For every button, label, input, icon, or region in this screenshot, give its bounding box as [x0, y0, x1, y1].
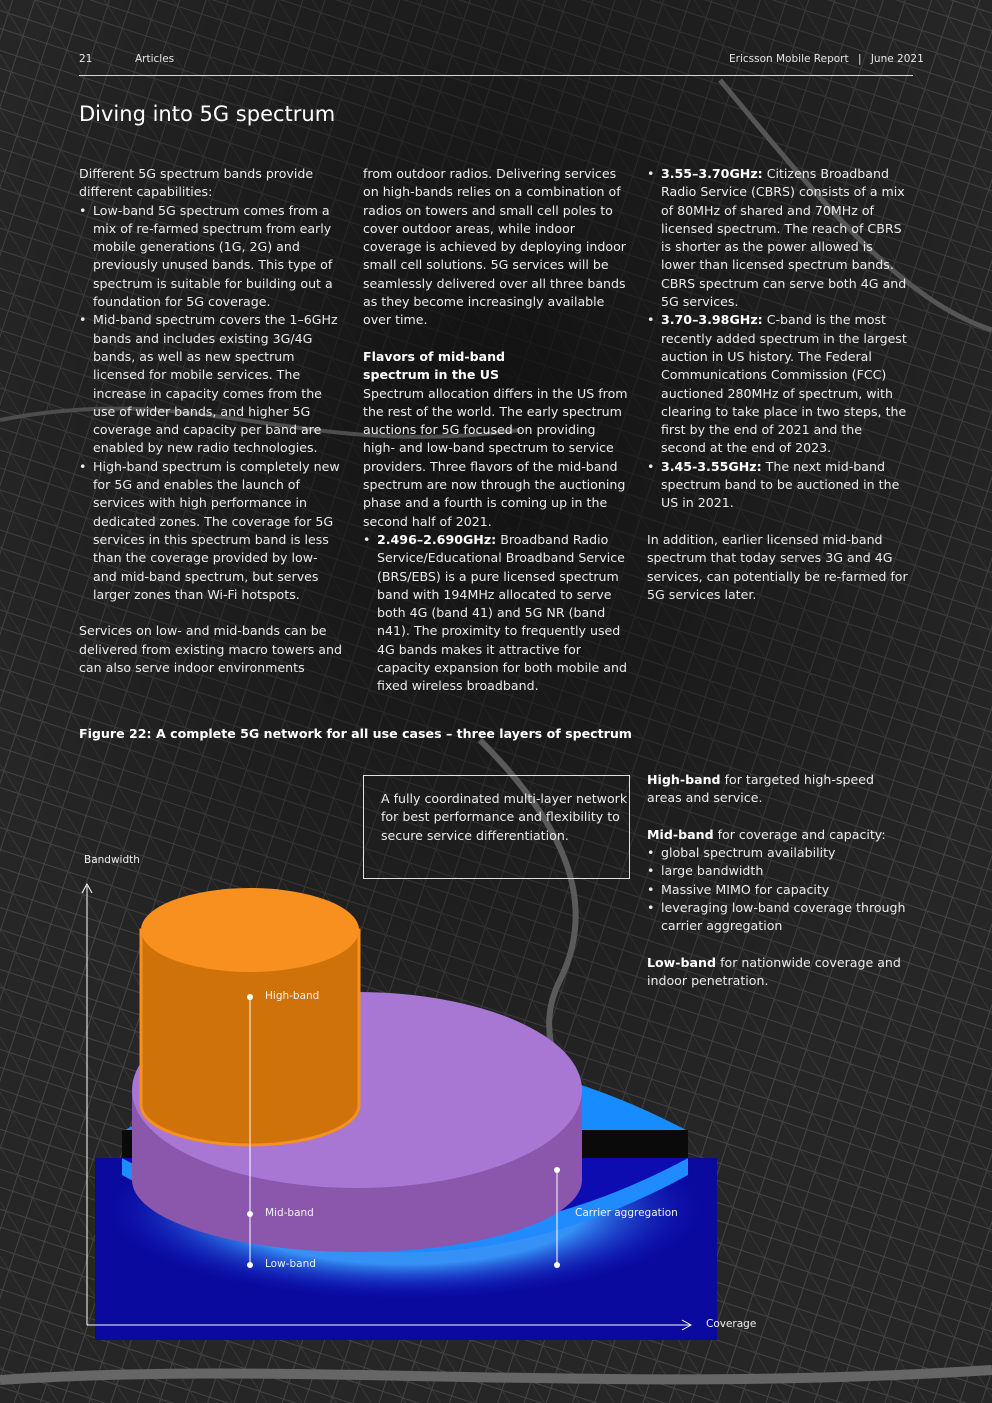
band-description: C-band is the most recently added spectrum in the largest auction in US history. The Federal Communications Commission (FCC) auctioned 280MHz of spectrum, with clearing to take place in two steps, the first by the end of 2021 and the second at the end of 2023.	[661, 312, 907, 456]
page-title: Diving into 5G spectrum	[79, 102, 336, 126]
low-band-marker	[247, 1262, 253, 1268]
carrier-aggregation-label: Carrier aggregation	[575, 1207, 678, 1219]
section-heading: Flavors of mid-band spectrum in the US	[363, 348, 506, 383]
band-description: The next mid-band spectrum band to be auctioned in the US in 2021.	[661, 458, 900, 511]
band-description: Broadband Radio Service/Educational Broadband Service (BRS/EBS) is a pure licensed spectrum band with 194MHz allocated to serve both 4G (band 41) and 5G NR (band n41). The proximity to frequently used 4G bands makes it attractive for capacity expansion for both mobile and fixed wireless broadband.	[377, 531, 627, 694]
callout-text: A fully coordinated multi-layer network for best performance and flexibility to secure service differentiation.	[381, 791, 628, 843]
legend-low-label: Low-band	[647, 954, 717, 970]
legend-high-label: High-band	[647, 772, 721, 787]
us-paragraph: Spectrum allocation differs in the US from the rest of the world. The early spectrum auctions for 5G focused on providing high- and low-band spectrum to service providers. Three flavors of the mid-band spectrum are now through the auctioning phase and a fourth is coming up in the second half of 2021.	[363, 385, 628, 529]
high-band-cylinder-top	[141, 888, 359, 972]
high-band-marker	[247, 994, 253, 1000]
legend-mid-label: Mid-band	[647, 826, 714, 842]
ca-marker-bottom	[554, 1262, 560, 1268]
page-number: 21	[79, 53, 93, 65]
band-range: 3.45-3.55GHz:	[661, 458, 762, 474]
band-range: 2.496–2.690GHz:	[377, 531, 497, 547]
list-item: • large bandwidth	[647, 862, 912, 880]
list-item: • Mid-band spectrum covers the 1–6GHz bands and includes existing 3G/4G bands, as well as new spectrum licensed for mobile services. The increase in capacity comes from the use of wider bands, and higher 5G coverage and capacity per band are enabled by new radio technologies.	[79, 311, 344, 457]
high-band-label: High-band	[265, 990, 320, 1002]
band-description: Citizens Broadband Radio Service (CBRS) consists of a mix of 80MHz of shared and 70MHz of licensed spectrum. The reach of CBRS is shorter as the power allowed is lower than licensed spectrum bands. CBRS spectrum can serve both 4G and 5G services.	[661, 166, 907, 310]
list-item: • Low-band 5G spectrum comes from a mix of re-farmed spectrum from early mobile generations (1G, 2G) and previously unused bands. This type of spectrum is suitable for building out a foundation for 5G coverage.	[79, 202, 344, 312]
legend-mid-text: for coverage and capacity:	[717, 826, 886, 842]
y-axis-label: Bandwidth	[84, 854, 140, 866]
legend-low-text: for nationwide coverage and indoor penetration.	[647, 954, 901, 989]
section-label: Articles	[135, 53, 175, 65]
band-range: 3.55–3.70GHz:	[661, 166, 763, 181]
refarm-paragraph: In addition, earlier licensed mid-band spectrum that today serves 3G and 4G services, can potentially be re-farmed for 5G services later.	[647, 531, 908, 602]
figure-title: Figure 22: A complete 5G network for all use cases – three layers of spectrum	[79, 726, 632, 741]
ca-marker-top	[554, 1167, 560, 1173]
mid-band-label: Mid-band	[265, 1207, 314, 1219]
report-date: June 2021	[870, 53, 924, 65]
outro-paragraph: Services on low- and mid-bands can be delivered from existing macro towers and can also serve indoor environments	[79, 623, 342, 676]
band-range: 3.70–3.98GHz:	[661, 312, 763, 328]
mid-band-marker	[247, 1211, 253, 1217]
list-item: • Massive MIMO for capacity	[647, 881, 912, 899]
legend-high-text: for targeted high-speed areas and service.	[647, 772, 874, 806]
intro-paragraph: Different 5G spectrum bands provide different capabilities:	[79, 166, 314, 200]
x-axis-label: Coverage	[706, 1318, 757, 1330]
list-item: • High-band spectrum is completely new for 5G and enables the launch of services with high performance in dedicated zones. The coverage for 5G services in this spectrum band is less than the coverage provided by low- and mid-band spectrum, but serves larger zones than Wi-Fi hotspots.	[79, 458, 344, 604]
continuation-paragraph: from outdoor radios. Delivering services on high-bands relies on a combination of radios on towers and small cell poles to cover outdoor areas, while indoor coverage is achieved by deploying indoor small cell solutions. 5G services will be seamlessly delivered over all three bands as they become increasingly available over time.	[363, 166, 626, 328]
list-item: • leveraging low-band coverage through carrier aggregation	[647, 899, 912, 936]
list-item: • global spectrum availability	[647, 844, 912, 862]
report-title: Ericsson Mobile Report	[729, 53, 849, 65]
low-band-label: Low-band	[265, 1258, 316, 1270]
header-separator: |	[857, 53, 862, 65]
